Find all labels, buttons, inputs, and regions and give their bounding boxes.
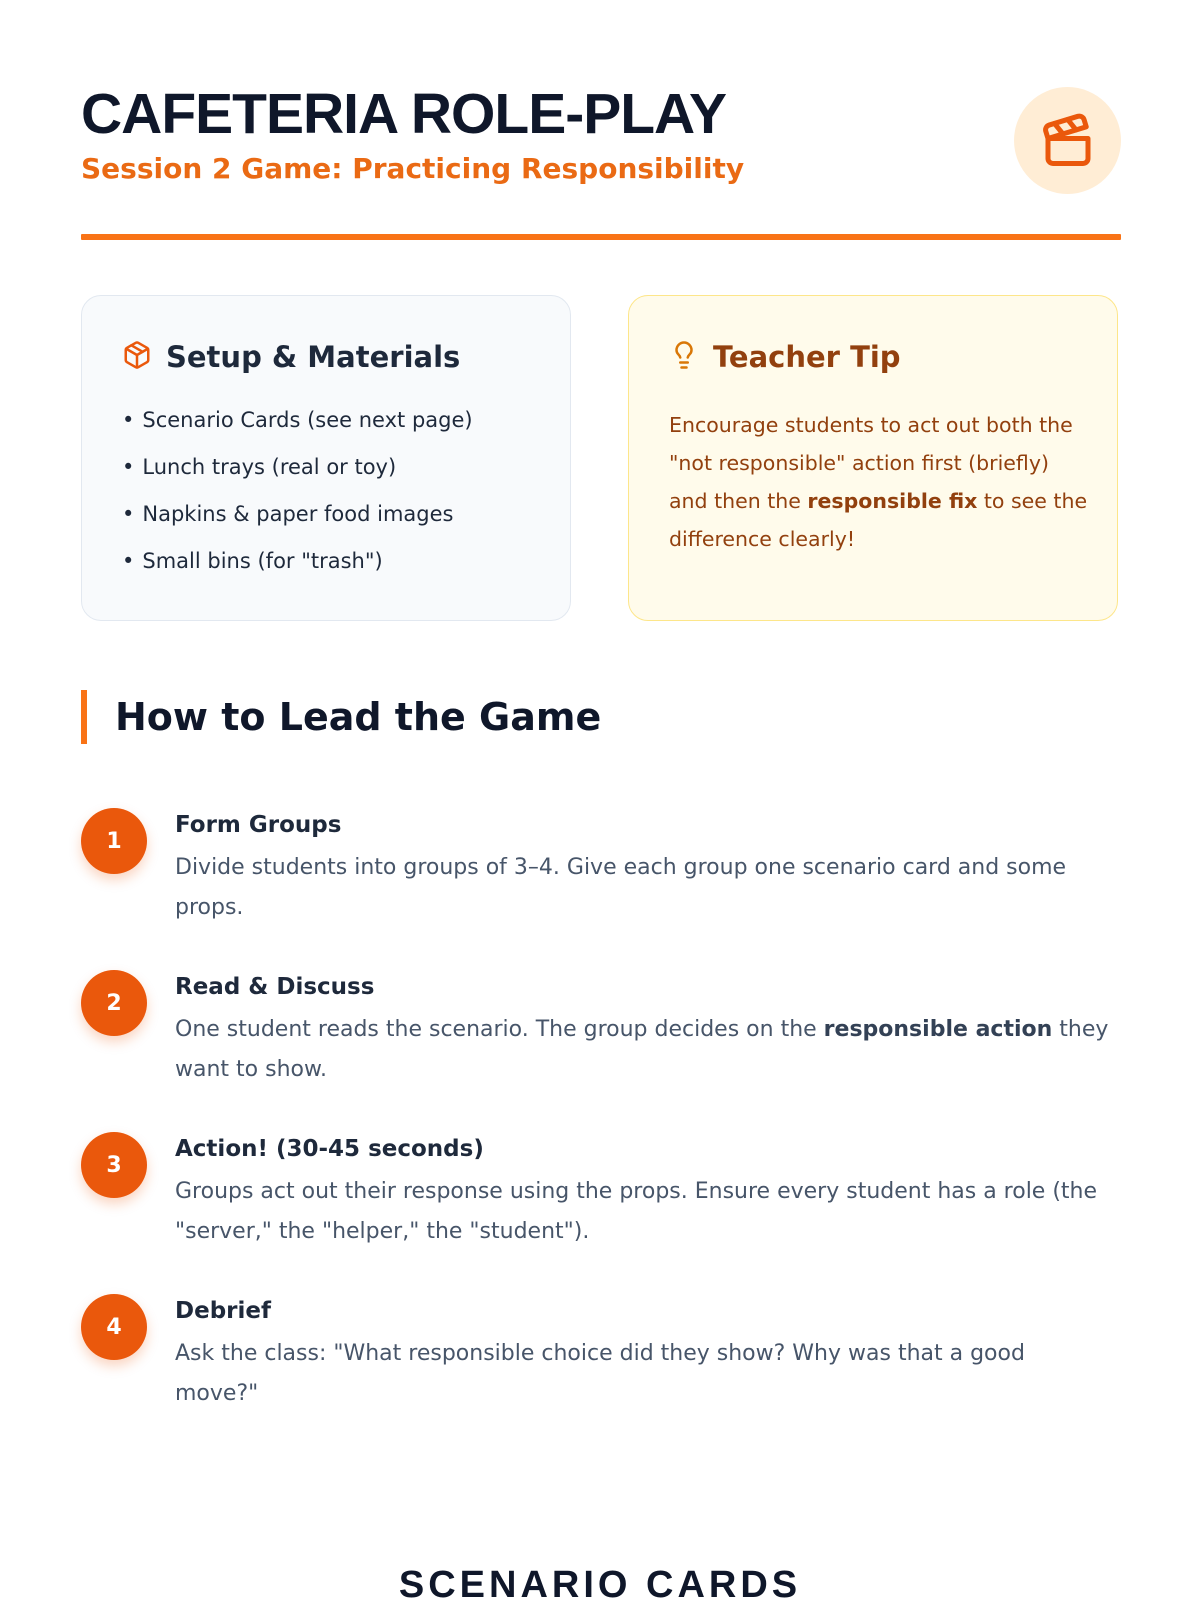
clapperboard-icon [1014,87,1121,194]
section-heading [81,690,601,744]
list-item: • Small bins (for "trash") [122,549,473,596]
setup-card [81,295,571,621]
tip-heading: Teacher Tip [713,340,901,374]
step-text-emphasis: responsible action [823,1017,1053,1042]
tip-text [669,406,1089,558]
step-title: Action! (30-45 seconds) [175,1136,484,1162]
step-description [175,1172,1115,1252]
step-text: Groups act out their response using the props. Ensure every student has a role (the "server," the "helper," the "student"). [175,1179,1098,1244]
lightbulb-icon [669,340,699,374]
setup-card-header [122,340,460,374]
step-title: Debrief [175,1298,271,1324]
section-accent-bar [81,690,87,744]
list-item: • Lunch trays (real or toy) [122,455,473,502]
step-text: Ask the class: "What responsible choice did they show? Why was that a good move?" [175,1341,1025,1406]
step-text: they want to show. [175,1017,1109,1082]
setup-heading: Setup & Materials [166,340,461,374]
step-description [175,1010,1115,1090]
materials-list [122,408,473,596]
tip-card-header [669,340,901,374]
step-text: One student reads the scenario. The group decides on the [175,1017,824,1042]
step-title: Form Groups [175,812,342,838]
header-divider [81,234,1121,240]
step-text: Divide students into groups of 3–4. Give each group one scenario card and some props. [175,855,1067,920]
page-title: CAFETERIA ROLE-PLAY [81,82,726,146]
step-title: Read & Discuss [175,974,375,1000]
step-number: 1 [81,808,147,874]
tip-text-part: Encourage students to act out both the "not responsible" action first (briefly) and then the [669,413,1073,513]
tip-text-emphasis: responsible fix [807,489,978,513]
scenario-cards-title: SCENARIO CARDS [398,1564,802,1606]
step-description [175,848,1115,928]
teacher-tip-card [628,295,1118,621]
step-number: 3 [81,1132,147,1198]
list-item: • Scenario Cards (see next page) [122,408,473,455]
page-subtitle: Session 2 Game: Practicing Responsibility [81,152,745,185]
step-description [175,1334,1115,1414]
step-number: 2 [81,970,147,1036]
section-title: How to Lead the Game [115,695,602,739]
step-number: 4 [81,1294,147,1360]
list-item: • Napkins & paper food images [122,502,473,549]
tip-text-part: to see the difference clearly! [669,489,1088,551]
package-icon [122,340,152,374]
